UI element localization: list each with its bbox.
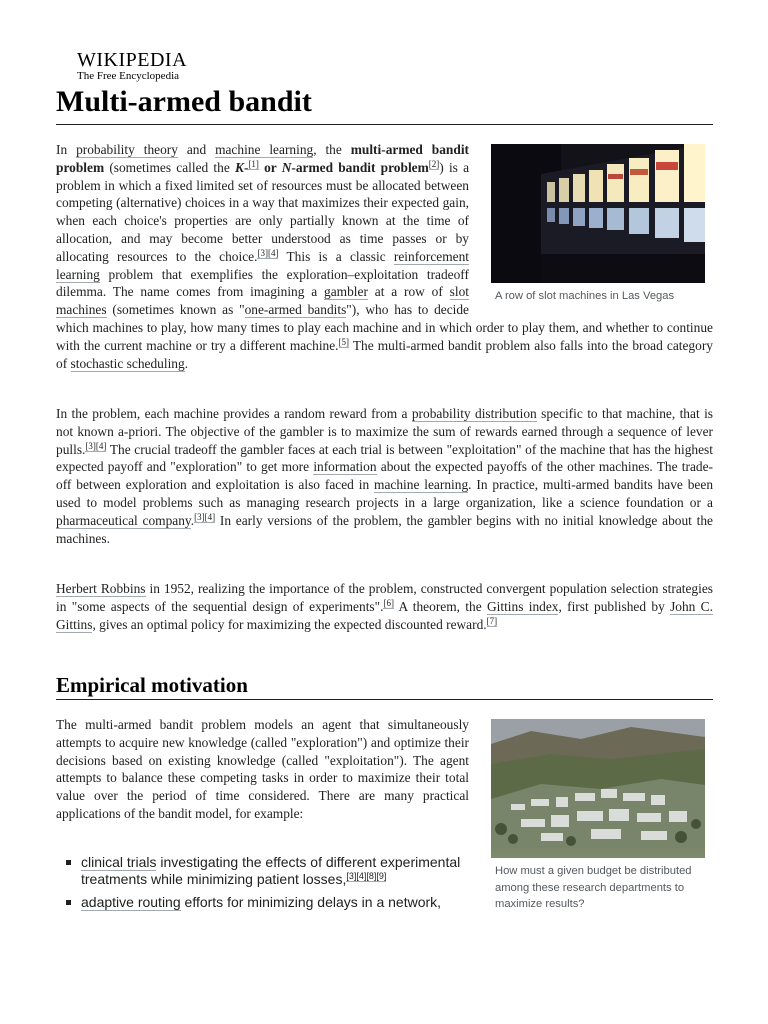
link-slot-machines[interactable]: slot machines <box>56 284 469 318</box>
list-item: clinical trials investigating the effects of different experimental treatments while minimizing patient losses,[3][4][8][9] <box>56 854 476 888</box>
research-campus-caption: How must a given budget be distributed among these research departments to maximize results? <box>495 865 692 910</box>
link-probability-theory[interactable]: probability theory <box>76 142 178 157</box>
intro-paragraph-2: In the problem, each machine provides a random reward from a probability distribution specific to that machine, that is not known a-priori. The objective of the gambler is to maximize the sum of rewards earned through a sequence of lever pulls.[3][4] The crucial tradeoff the gambler faces at each trial is between "exploitation" of the machine that has the highest expected payoff and "exploration" to get more information about the expected payoffs of the other machines. The trade-off between exploration and exploitation is also faced in machine learning. In practice, multi-armed bandits have been used to model problems such as managing research projects in a large organization, like a science foundation or a pharmaceutical company.[3][4] In early versions of the problem, the gambler begins with no initial knowledge about the machines. <box>56 406 714 546</box>
wikipedia-logo[interactable] <box>77 50 187 82</box>
link-clinical-trials[interactable]: clinical trials <box>81 854 157 870</box>
citation-link[interactable]: [2] <box>428 158 440 169</box>
link-pharmaceutical-company[interactable]: pharmaceutical company <box>56 512 191 528</box>
link-herbert-robbins[interactable]: Herbert Robbins <box>56 581 146 596</box>
section-divider <box>56 699 713 700</box>
slot-machines-caption: A row of slot machines in Las Vegas <box>495 290 675 302</box>
link-stochastic-scheduling[interactable]: stochastic scheduling <box>70 355 185 371</box>
link-gittins-index[interactable]: Gittins index <box>486 598 559 614</box>
link-john-c-gittins[interactable]: John C. Gittins <box>56 598 713 632</box>
link-adaptive-routing[interactable]: adaptive routing <box>81 894 181 910</box>
citation-link[interactable]: [3] <box>257 247 268 258</box>
link-gambler[interactable]: gambler <box>324 284 368 300</box>
link-probability-distribution[interactable]: probability distribution <box>411 406 537 421</box>
intro-paragraph-3: Herbert Robbins in 1952, realizing the importance of the problem, constructed convergent population selection strategies in "some aspects of the sequential design of experiments".[6] A theorem, the Gittins index, first published by John C. Gittins, gives an optimal policy for maximizing the expected discounted reward.[7] <box>56 581 713 632</box>
link-information[interactable]: information <box>313 459 377 475</box>
citation-link[interactable]: [4] <box>204 511 216 522</box>
bullet-icon <box>66 860 71 865</box>
citation-link[interactable]: [4] <box>267 247 279 258</box>
slot-machines-figure <box>491 144 713 305</box>
applications-list <box>56 854 476 917</box>
research-campus-image[interactable] <box>491 719 705 858</box>
wikipedia-tagline: The Free Encyclopedia <box>77 70 180 82</box>
citation-link[interactable]: [1] <box>248 158 259 169</box>
intro-paragraph-1: A row of slot machines in Las Vegas In probability theory and machine learning, the multi-armed bandit problem (sometimes called the K-[1] or N-armed bandit problem[2]) is a problem in which a fixed limited set of resources must be allocated between competing (alternative) choices in a way that maximizes their expected gain, when each choice's properties are only partially known at the time of allocation, and may become better understood as time passes or by allocating resources to the choice.[3][4] This is a classic reinforcement learning problem that exemplifies the exploration–exploitation tradeoff dilemma. The name comes from imagining a gambler at a row of slot machines (sometimes known as "one-armed bandits"), who has to decide which machines to play, how many times to play each machine and in which order to play them, and whether to continue with the current machine or try a different machine.[5] The multi-armed bandit problem also falls into the broad category of stochastic scheduling. <box>56 142 713 371</box>
citation-link[interactable]: [3][4][8][9] <box>346 871 387 881</box>
citation-link[interactable]: [3] <box>85 440 96 451</box>
citation-link[interactable]: [6] <box>383 597 394 608</box>
page-title: Multi-armed bandit <box>56 85 312 118</box>
section-heading-empirical-motivation: Empirical motivation <box>56 673 248 697</box>
citation-link[interactable]: [3] <box>194 511 205 522</box>
research-campus-figure <box>491 719 713 913</box>
citation-link[interactable]: [7] <box>486 615 498 626</box>
citation-link[interactable]: [5] <box>338 336 350 347</box>
empirical-paragraph: How must a given budget be distributed among these research departments to maximize results? The multi-armed bandit problem models an agent that simultaneously attempts to acquire new knowledge (called "exploration") and optimize their decisions based on existing knowledge (called "exploitation"). The agent attempts to balance these competing tasks in order to maximize their total value over the period of time considered. There are many practical applications of the bandit model, for example: <box>56 716 713 917</box>
link-machine-learning-2[interactable]: machine learning <box>374 477 469 493</box>
link-one-armed-bandits[interactable]: one-armed bandits <box>244 302 347 318</box>
list-item: adaptive routing efforts for minimizing delays in a network, <box>56 894 476 911</box>
link-reinforcement-learning[interactable]: reinforcement learning <box>56 248 469 282</box>
slot-machines-image[interactable] <box>491 144 705 283</box>
citation-link[interactable]: [4] <box>95 440 107 451</box>
bullet-icon <box>66 900 71 905</box>
link-machine-learning[interactable]: machine learning <box>215 142 314 157</box>
title-divider <box>56 124 713 125</box>
wikipedia-wordmark: WIKIPEDIA <box>77 49 188 71</box>
